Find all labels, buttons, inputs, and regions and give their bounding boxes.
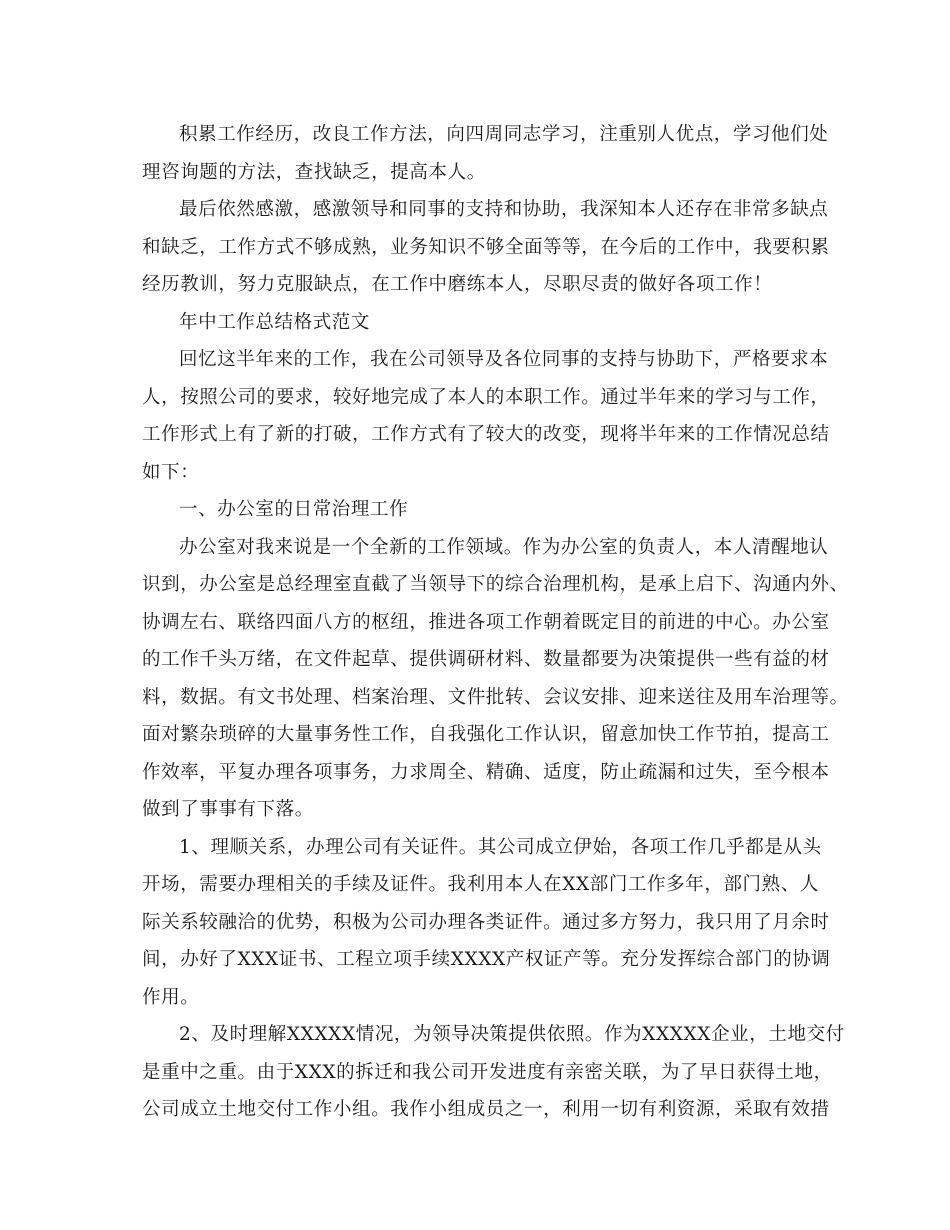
paragraph-line: 最后依然感激，感激领导和同事的支持和协助，我深知本人还存在非常多缺点 [179, 199, 829, 220]
paragraph-line: 协调左右、联络四面八方的枢纽，推进各项工作朝着既定目的前进的中心。办公室 [142, 611, 830, 633]
paragraph-line: 际关系较融洽的优势，积极为公司办理各类证件。通过多方努力，我只用了月余时 [142, 911, 830, 933]
section-title: 年中工作总结格式范文 [179, 311, 371, 333]
paragraph-line: 1、理顺关系，办理公司有关证件。其公司成立伊始，各项工作几乎都是从头 [179, 836, 822, 858]
document-body [142, 116, 849, 1129]
paragraph-line: 公司成立土地交付工作小组。我作小组成员之一，利用一切有利资源，采取有效措 [142, 1099, 830, 1120]
paragraph-line: 作效率，平复办理各项事务，力求周全、精确、适度，防止疏漏和过失，至今根本 [142, 761, 830, 783]
paragraph-line: 是重中之重。由于XXX的拆迁和我公司开发进度有亲密关联，为了早日获得土地， [142, 1061, 833, 1083]
paragraph-line: 积累工作经历，改良工作方法，向四周同志学习，注重别人优点，学习他们处 [179, 124, 829, 145]
paragraph-line: 和缺乏，工作方式不够成熟，业务知识不够全面等等，在今后的工作中，我要积累 [142, 236, 830, 258]
paragraph-line: 工作形式上有了新的打破，工作方式有了较大的改变，现将半年来的工作情况总结 [142, 424, 830, 445]
paragraph-line: 人，按照公司的要求，较好地完成了本人的本职工作。通过半年来的学习与工作， [142, 386, 830, 408]
section-heading: 一、办公室的日常治理工作 [179, 499, 409, 520]
paragraph-line: 开场，需要办理相关的手续及证件。我利用本人在XX部门工作多年，部门熟、人 [142, 874, 819, 895]
paragraph-line: 做到了事事有下落。 [142, 799, 314, 820]
paragraph-line: 作用。 [142, 986, 200, 1008]
paragraph-line: 办公室对我来说是一个全新的工作领域。作为办公室的负责人，本人清醒地认 [179, 536, 829, 558]
paragraph-line: 料，数据。有文书处理、档案治理、文件批转、会议安排、迎来送往及用车治理等。 [142, 686, 849, 708]
paragraph-line: 识到，办公室是总经理室直截了当领导下的综合治理机构，是承上启下、沟通内外、 [142, 574, 849, 595]
paragraph-line: 回忆这半年来的工作，我在公司领导及各位同事的支持与协助下，严格要求本 [179, 349, 829, 370]
paragraph-line: 理咨询题的方法，查找缺乏，提高本人。 [142, 161, 486, 183]
paragraph-line: 的工作千头万绪，在文件起草、提供调研材料、数量都要为决策提供一些有益的材 [142, 649, 830, 670]
paragraph-line: 面对繁杂琐碎的大量事务性工作，自我强化工作认识，留意加快工作节拍，提高工 [142, 724, 830, 745]
paragraph-line: 经历教训，努力克服缺点，在工作中磨练本人，尽职尽责的做好各项工作！ [142, 274, 773, 295]
paragraph-line: 间，办好了XXX证书、工程立项手续XXXX产权证产等。充分发挥综合部门的协调 [142, 949, 831, 970]
paragraph-line: 如下： [142, 461, 200, 483]
paragraph-line: 2、及时理解XXXXX情况，为领导决策提供依照。作为XXXXX企业，土地交付 [179, 1024, 845, 1045]
